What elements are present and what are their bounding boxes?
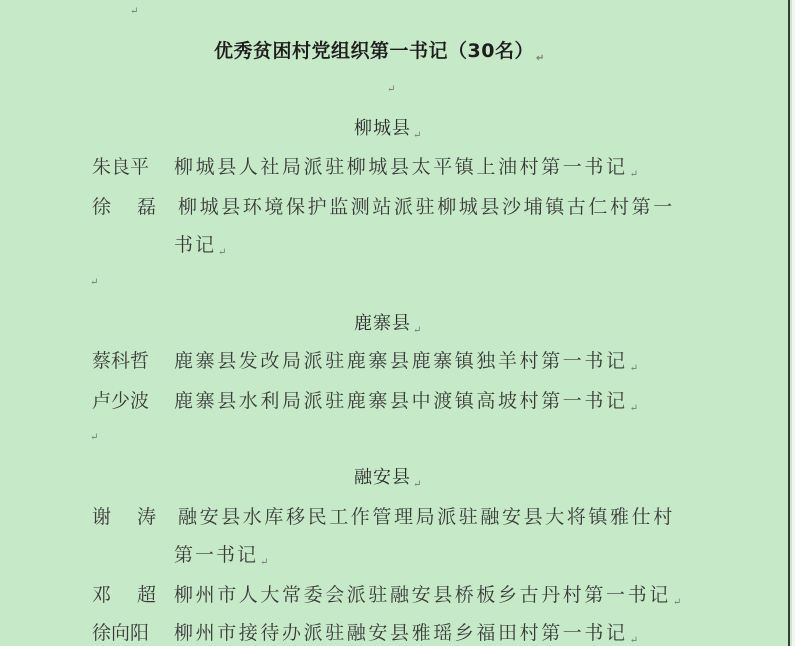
person-name: 徐向阳 <box>92 622 150 644</box>
person-description: 柳城县环境保护监测站派驻柳城县沙埔镇古仁村第一 <box>178 196 675 218</box>
person-name: 邓超 <box>92 584 183 606</box>
paragraph-mark: ↵ <box>387 84 396 95</box>
paragraph-mark: ↵ <box>130 6 139 17</box>
person-name: 蔡科哲 <box>92 350 150 372</box>
person-description: 融安县水库移民工作管理局派驻融安县大将镇雅仕村 <box>178 506 675 528</box>
person-description: 柳城县人社局派驻柳城县太平镇上油村第一书记 ↵ <box>174 156 641 180</box>
person-description: 柳州市接待办派驻融安县雅瑶乡福田村第一书记 ↵ <box>174 622 641 646</box>
person-name: 徐磊 <box>92 196 183 218</box>
person-description: 柳州市人大常委会派驻融安县桥板乡古丹村第一书记 ↵ <box>174 584 684 608</box>
county-heading: 融安县 ↵ <box>354 467 423 490</box>
person-name: 谢涛 <box>92 506 183 528</box>
paragraph-mark: ↵ <box>90 432 99 443</box>
page-title: 优秀贫困村党组织第一书记（30名） ↵ <box>214 40 545 64</box>
person-description: 鹿寨县水利局派驻鹿寨县中渡镇高坡村第一书记 ↵ <box>174 390 641 414</box>
paragraph-mark: ↵ <box>90 277 99 288</box>
person-description: 鹿寨县发改局派驻鹿寨县鹿寨镇独羊村第一书记 ↵ <box>174 350 641 374</box>
county-heading: 鹿寨县 ↵ <box>354 313 423 336</box>
person-description-continued: 第一书记 ↵ <box>174 544 271 568</box>
person-name: 朱良平 <box>92 156 150 178</box>
county-heading: 柳城县 ↵ <box>354 118 423 141</box>
person-name: 卢少波 <box>92 390 150 412</box>
person-description-continued: 书记 ↵ <box>174 234 229 258</box>
window-border <box>788 0 790 646</box>
